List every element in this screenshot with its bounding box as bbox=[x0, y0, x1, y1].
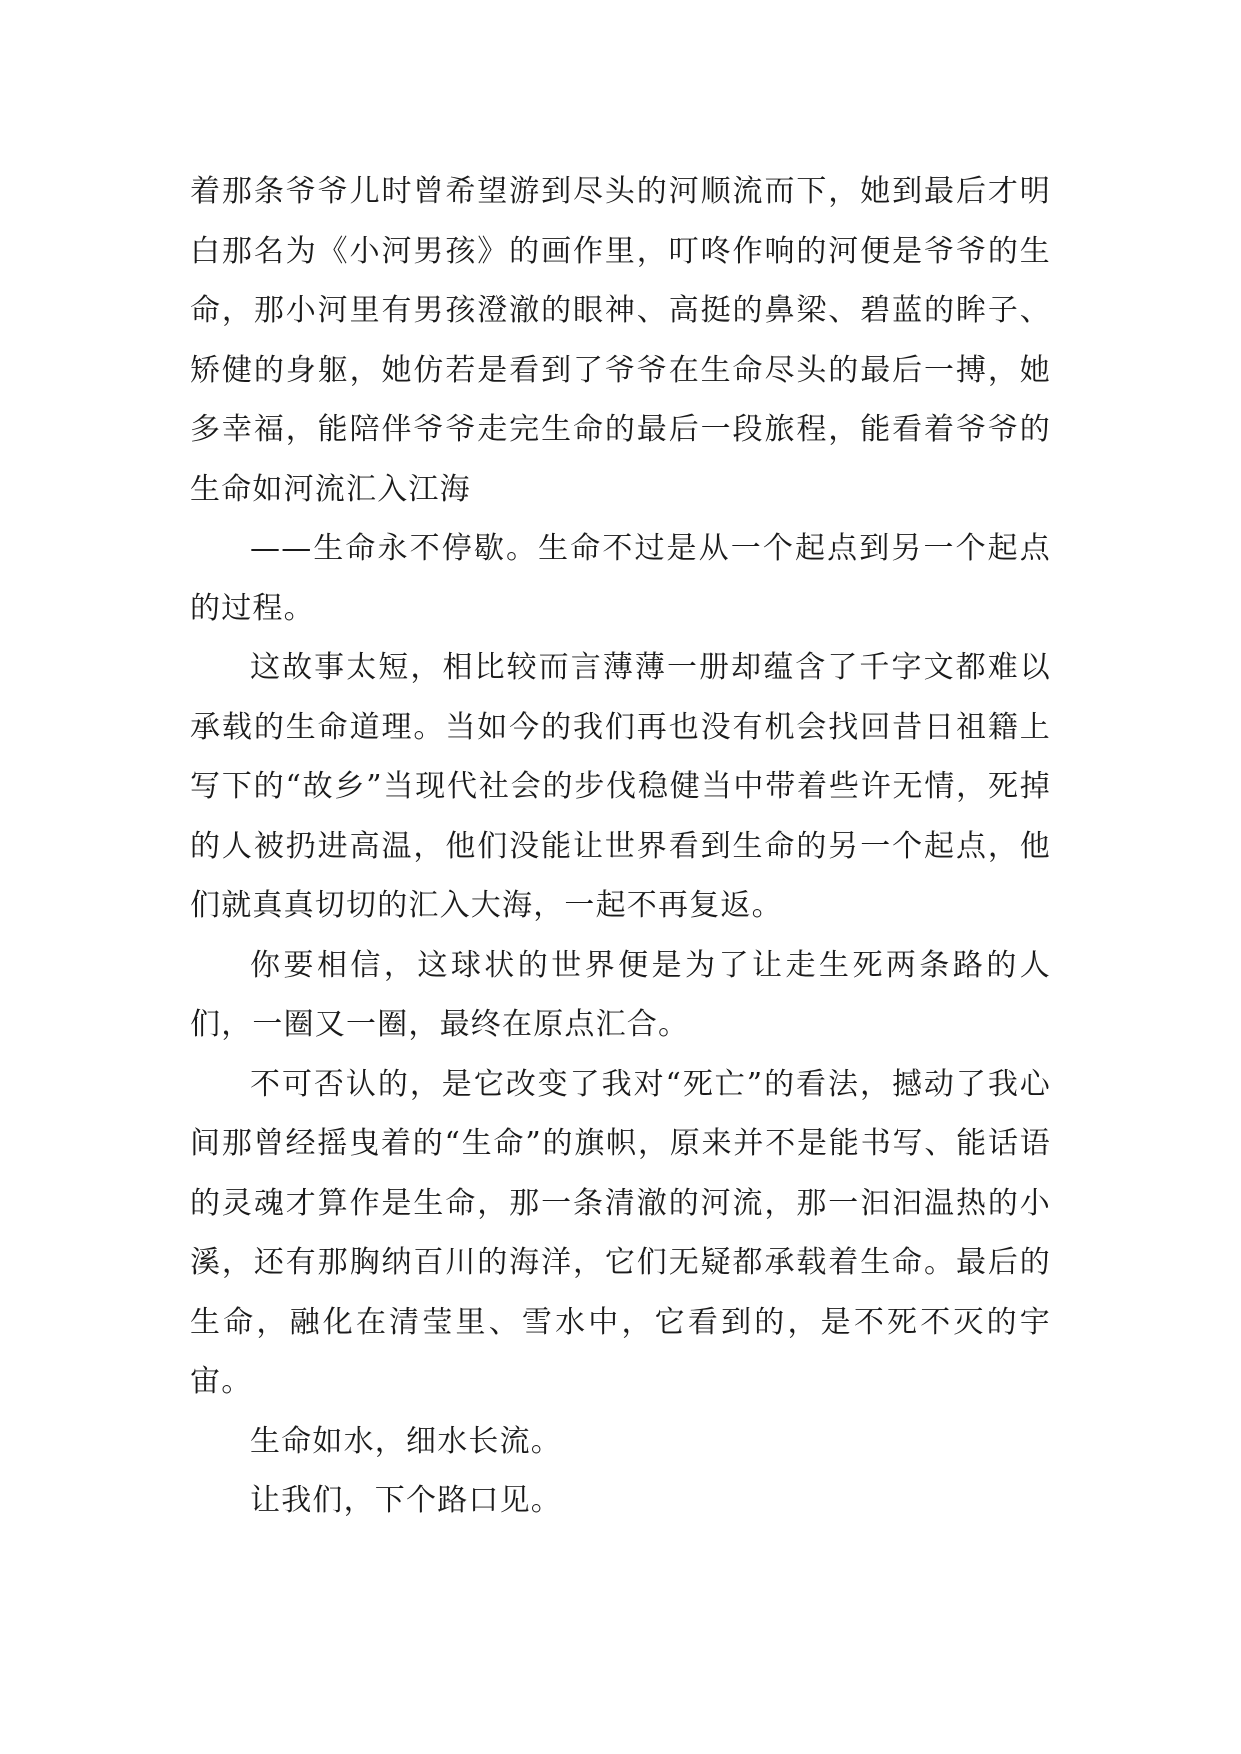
paragraph-story-too-short: 这故事太短，相比较而言薄薄一册却蕴含了千字文都难以承载的生命道理。当如今的我们再也没有机会找回昔日祖籍上写下的“故乡”当现代社会的步伐稳健当中带着些许无情，死掉的人被扔进高温，他们没能让世界看到生命的另一个起点，他们就真真切切的汇入大海，一起不再复返。 bbox=[190, 650, 1051, 923]
essay-body bbox=[190, 162, 1051, 1531]
paragraph-life-like-water: 生命如水，细水长流。 bbox=[250, 1423, 562, 1459]
paragraph-river-continuation: 着那条爷爷儿时曾希望游到尽头的河顺流而下，她到最后才明白那名为《小河男孩》的画作里，叮咚作响的河便是爷爷的生命，那小河里有男孩澄澈的眼神、高挺的鼻梁、碧蓝的眸子、矫健的身躯，她仿若是看到了爷爷在生命尽头的最后一搏，她多幸福，能陪伴爷爷走完生命的最后一段旅程，能看着爷爷的生命如河流汇入江海 bbox=[190, 174, 1051, 507]
paragraph-life-never-stops: ——生命永不停歇。生命不过是从一个起点到另一个起点的过程。 bbox=[190, 531, 1051, 626]
paragraph-undeniable: 不可否认的，是它改变了我对“死亡”的看法，撼动了我心间那曾经摇曳着的“生命”的旗帜，原来并不是能书写、能话语的灵魂才算作是生命，那一条清澈的河流，那一汩汩温热的小溪，还有那胸纳百川的海洋，它们无疑都承载着生命。最后的生命，融化在清莹里、雪水中，它看到的，是不死不灭的宇宙。 bbox=[190, 1066, 1051, 1399]
paragraph-spherical-world: 你要相信，这球状的世界便是为了让走生死两条路的人们，一圈又一圈，最终在原点汇合。 bbox=[190, 947, 1051, 1042]
paragraph-see-you-next-crossing: 让我们，下个路口见。 bbox=[250, 1483, 562, 1518]
